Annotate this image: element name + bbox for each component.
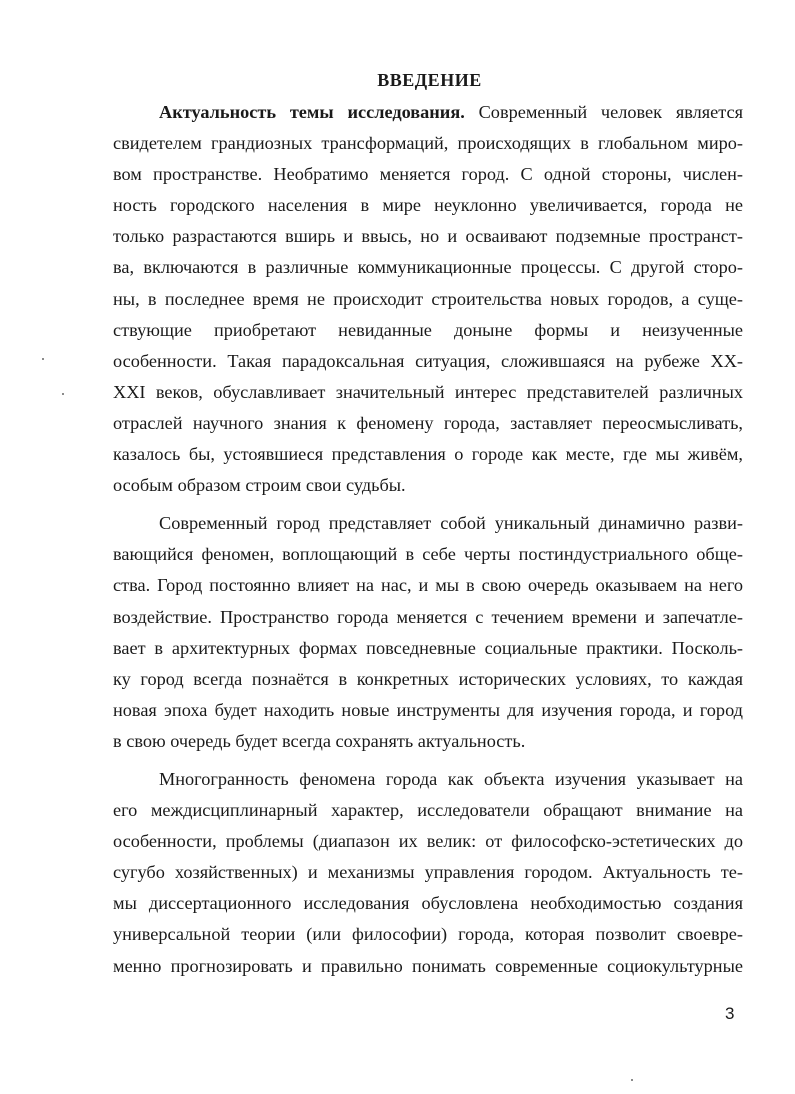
bold-lead: Актуальность темы исследования. <box>159 102 465 122</box>
scan-speck <box>42 358 44 360</box>
text-line: ства. Город постоянно влияет на нас, и мы в свою очередь оказываем на него <box>113 575 743 596</box>
text-line: вом пространстве. Необратимо меняется город. С одной стороны, числен- <box>113 164 743 185</box>
text-line: менно прогнозировать и правильно понимать современные социокультурные <box>113 955 743 976</box>
scan-speck <box>62 393 64 395</box>
text-line: ва, включаются в различные коммуникационные процессы. С другой сторо- <box>113 257 743 278</box>
text-line: мы диссертационного исследования обусловлена необходимостью создания <box>113 893 743 914</box>
paragraph-2 <box>113 508 743 757</box>
text-line: только разрастаются вширь и ввысь, но и осваивают подземные пространст- <box>113 226 743 247</box>
paragraph-1 <box>113 97 743 501</box>
scan-speck <box>631 1079 633 1081</box>
text-line: казалось бы, устоявшиеся представления о городе как месте, где мы живём, <box>113 444 743 465</box>
text-line: особенности. Такая парадоксальная ситуация, сложившаяся на рубеже XX- <box>113 350 743 371</box>
text-line: новая эпоха будет находить новые инструменты для изучения города, и город <box>113 699 743 720</box>
text-line: Современный город представляет собой уникальный динамично разви- <box>159 513 743 534</box>
text-line: ствующие приобретают невиданные доныне формы и неизученные <box>113 319 743 340</box>
text-line: особенности, проблемы (диапазон их велик: от философско-эстетических до <box>113 831 743 852</box>
text-line: ны, в последнее время не происходит строительства новых городов, а суще- <box>113 288 743 309</box>
text-line: ку город всегда познаётся в конкретных исторических условиях, то каждая <box>113 668 743 689</box>
text-line: Актуальность темы исследования. Современный человек является <box>159 102 743 122</box>
text-line: воздействие. Пространство города меняется с течением времени и запечатле- <box>113 606 743 627</box>
paragraph-3 <box>113 764 743 982</box>
text-line: его междисциплинарный характер, исследователи обращают внимание на <box>113 800 743 821</box>
page-number: 3 <box>725 1004 735 1023</box>
text-line: XXI веков, обуславливает значительный интерес представителей различных <box>113 381 743 402</box>
text-line: ность городского населения в мире неуклонно увеличивается, города не <box>113 195 743 216</box>
document-body <box>113 97 743 982</box>
page-title: ВВЕДЕНИЕ <box>377 70 482 90</box>
text-line: Многогранность феномена города как объекта изучения указывает на <box>159 768 743 789</box>
text-line: универсальной теории (или философии) города, которая позволит своевре- <box>113 924 743 945</box>
text-line: вает в архитектурных формах повседневные социальные практики. Посколь- <box>113 637 743 658</box>
text-line: в свою очередь будет всегда сохранять актуальность. <box>113 730 526 751</box>
text-line: сугубо хозяйственных) и механизмы управления городом. Актуальность те- <box>113 862 743 883</box>
text-line: особым образом строим свои судьбы. <box>113 475 406 496</box>
text-line: вающийся феномен, воплощающий в себе черты постиндустриального обще- <box>113 544 743 565</box>
text-line: отраслей научного знания к феномену города, заставляет переосмысливать, <box>113 412 743 433</box>
text-line: свидетелем грандиозных трансформаций, происходящих в глобальном миро- <box>113 133 743 154</box>
